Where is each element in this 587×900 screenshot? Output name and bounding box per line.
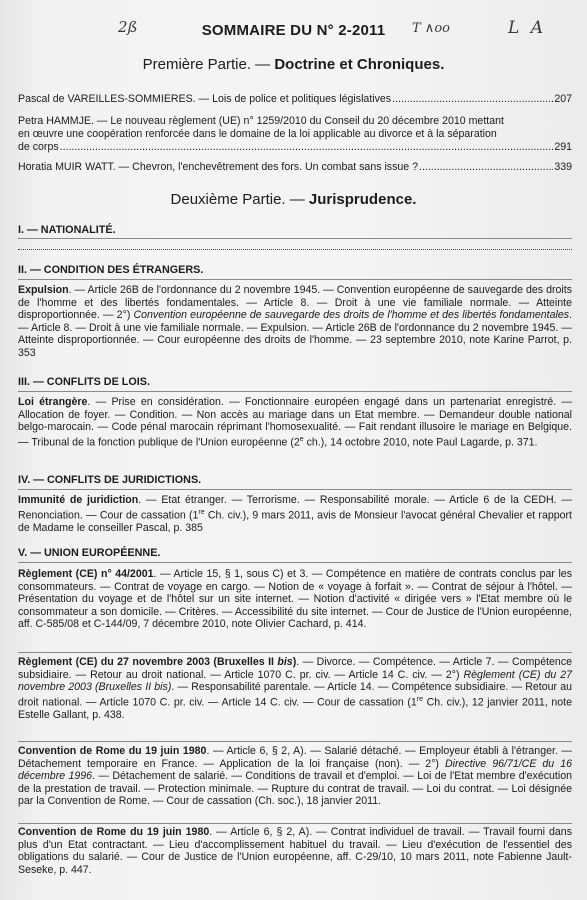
leader-dots: [392, 93, 553, 106]
entry-keyword-italic: bis: [277, 656, 293, 668]
entry-keyword: Convention de Rome du 19 juin 1980: [18, 745, 207, 757]
handwritten-note-mid: T ∧oo: [412, 21, 450, 36]
entry-keyword: Immunité de juridiction: [18, 494, 139, 506]
section-rule: [18, 391, 572, 392]
article-3-text: Horatia MUIR WATT. — Chevron, l'enchevêtrement des fors. Un combat sans issue ?: [18, 161, 419, 173]
article-3-page: 339: [554, 161, 572, 173]
part1-prefix: Première Partie. —: [142, 56, 275, 73]
entry-text: . — Détachement de salarié. — Conditions de travail et d'emploi. — Loi de l'Etat membre d'exécution de la prestation de travail. — Protection minimale. — Rupture du contrat de travail. — Loi du contrat. — Loi désignée par la Convention de Rome. — Cour de cassation (Ch. soc.), 18 janvier 2011.: [18, 770, 573, 808]
article-2-line1: Petra HAMMJE. — Le nouveau règlement (UE) n° 1259/2010 du Conseil du 20 décembre 2010 mettant: [18, 115, 504, 127]
article-2-line2: en œuvre une coopération renforcée dans le domaine de la loi applicable au divorce et à la séparation: [18, 128, 497, 140]
entry-immunite: [18, 494, 572, 534]
entry-sup: re: [198, 508, 205, 516]
part2-prefix: Deuxième Partie. —: [170, 191, 309, 208]
entry-convention-rome-2: [18, 826, 572, 876]
entry-italic: Directive 96/71/CE du 16 décembre 1996: [18, 757, 572, 783]
entry-italic: Règlement (CE) du 27 novembre 2003 (Bruxelles II bis): [18, 668, 572, 694]
entry-sup: e: [299, 435, 304, 443]
entry-keyword: ): [292, 656, 297, 668]
entry-rule: [18, 741, 572, 742]
part1-heading: [0, 56, 587, 73]
entry-rule: [18, 823, 572, 824]
article-2-page: 291: [554, 141, 572, 153]
entry-text: . — Article 8. — Droit à une vie familiale normale. — Expulsion. — Article 26B de l'ordonnance du 2 novembre 1945. — Atteinte disproportionnée. — Cour européenne des droits de l'homme. — 23 septembre 2010, note Karine Parrot, p. 353: [18, 309, 573, 359]
section-conflits-lois: III. — CONFLITS DE LOIS.: [18, 376, 150, 388]
entry-text: Ch. civ.), 12 janvier 2011, note Estelle Gallant, p. 438.: [18, 696, 572, 721]
part1-bold: Doctrine et Chroniques.: [274, 56, 445, 73]
entry-keyword: Règlement (CE) du 27 novembre 2003 (Bruxelles II: [18, 656, 278, 668]
article-2-line3: de corps: [18, 141, 59, 153]
entry-keyword: Convention de Rome du 19 juin 1980: [18, 826, 210, 838]
handwritten-note-right: L A: [508, 18, 546, 38]
leader-dots: [60, 141, 554, 154]
section-rule: [18, 279, 572, 280]
entry-convention-rome-1: [18, 745, 572, 808]
empty-section-dots: [18, 249, 572, 251]
section-union-europeenne: V. — UNION EUROPÉENNE.: [18, 547, 161, 559]
entry-text: . — Article 6, § 2, A). — Contrat individuel de travail. — Travail fourni dans plus d'un Etat contractant. — Lieu d'accomplissement habituel du travail. — Lieu d'exécution de l'essentiel des obligations du salarié. — Cour de Justice de l'Union européenne, aff. C-29/10, 10 mars 2011, note Fabienne Jault-Seseke, p. 447.: [18, 826, 572, 876]
entry-keyword: Règlement (CE) n° 44/2001: [18, 568, 154, 580]
entry-keyword: Expulsion: [18, 284, 69, 296]
entry-italic: Convention européenne de sauvegarde des droits de l'homme et des libertés fondamentales: [133, 309, 570, 322]
article-entry-1: [18, 93, 572, 106]
section-rule: [18, 238, 572, 239]
entry-rule: [18, 652, 572, 653]
article-entry-2: [18, 115, 572, 154]
entry-loi-etrangere: [18, 396, 572, 449]
entry-expulsion: [18, 284, 572, 360]
article-1-text: Pascal de VAREILLES-SOMMIERES. — Lois de police et politiques législatives: [18, 93, 392, 105]
entry-text: . — Responsabilité parentale. — Article 14. — Compétence subsidiaire. — Retour au droit national. — Article 1070 C. pr. civ. — Article 14 C. civ. — Cour de cassation (1: [18, 681, 572, 709]
entry-text: . — Prise en considération. — Fonctionnaire européen engagé dans un partenariat enregistré. — Allocation de foyer. — Condition. — Non accès au mariage dans un Etat membre. — Demandeur double national belgo-marocain. — Code pénal marocain réprimant l'homosexualité. — Fait rendant illusoire le mariage en Belgique. — Tribunal de la fonction publique de l'Union européenne (2: [18, 396, 572, 449]
page-title: SOMMAIRE DU N° 2-2011: [201, 22, 386, 39]
section-conflits-juridictions: IV. — CONFLITS DE JURIDICTIONS.: [18, 474, 202, 486]
handwritten-note-left: 2ß: [118, 18, 138, 36]
entry-text: . — Divorce. — Compétence. — Article 7. — Compétence subsidiaire. — Retour au droit national. — Article 1070 C. pr. civ. — Article 14 C. civ. — 2°): [18, 656, 573, 681]
section-rule: [18, 489, 572, 490]
entry-text: . — Etat étranger. — Terrorisme. — Responsabilité morale. — Article 6 de la CEDH. — Renonciation. — Cour de cassation (1: [18, 494, 572, 522]
part2-bold: Jurisprudence.: [308, 191, 417, 208]
entry-text: . — Article 26B de l'ordonnance du 2 novembre 1945. — Convention européenne de sauvegarde des droits de l'homme et des libertés fondamentales. — Article 8. — Droit à une vie familiale normale. — Atteinte disproportionnée. — 2°): [18, 284, 572, 322]
section-rule: [18, 562, 572, 563]
entry-text: . — Article 6, § 2, A). — Salarié détaché. — Employeur établi à l'étranger. — Détachement temporaire en France. — Application de la loi française (non). — 2°): [18, 745, 573, 770]
article-1-page: 207: [554, 93, 572, 105]
entry-text: ch.), 14 octobre 2010, note Paul Lagarde, p. 371.: [303, 436, 538, 449]
entry-text: . — Article 15, § 1, sous C) et 3. — Compétence en matière de contrats conclus par les consommateurs. — Contrat de voyage en cargo. — Notion de « voyage à forfait ». — Contrat de séjour à l'hôtel. — Présentation du voyage et de l'hôtel sur un site internet. — Notion d'activité « dirigée vers » l'Etat membre où le consommateur a son domicile. — Critères. — Accessibilité du site internet. — Cour de Justice de l'Union européenne, aff. C-585/08 et C-144/09, 7 décembre 2010, note Olivier Cachard, p. 414.: [18, 568, 572, 631]
article-entry-3: [18, 161, 572, 174]
entry-text: Ch. civ.), 9 mars 2011, avis de Monsieur l'avocat général Chevalier et rapport de Madame le conseiller Pascal, p. 385: [18, 509, 572, 534]
entry-keyword: Loi étrangère: [18, 396, 88, 408]
entry-sup: re: [416, 695, 423, 703]
section-condition-etrangers: II. — CONDITION DES ÉTRANGERS.: [18, 264, 204, 276]
entry-reglement-44-2001: [18, 568, 572, 631]
leader-dots: [419, 161, 553, 174]
part2-heading: [0, 191, 587, 208]
entry-bruxelles-ii-bis: [18, 656, 572, 722]
section-nationalite: I. — NATIONALITÉ.: [18, 224, 116, 236]
